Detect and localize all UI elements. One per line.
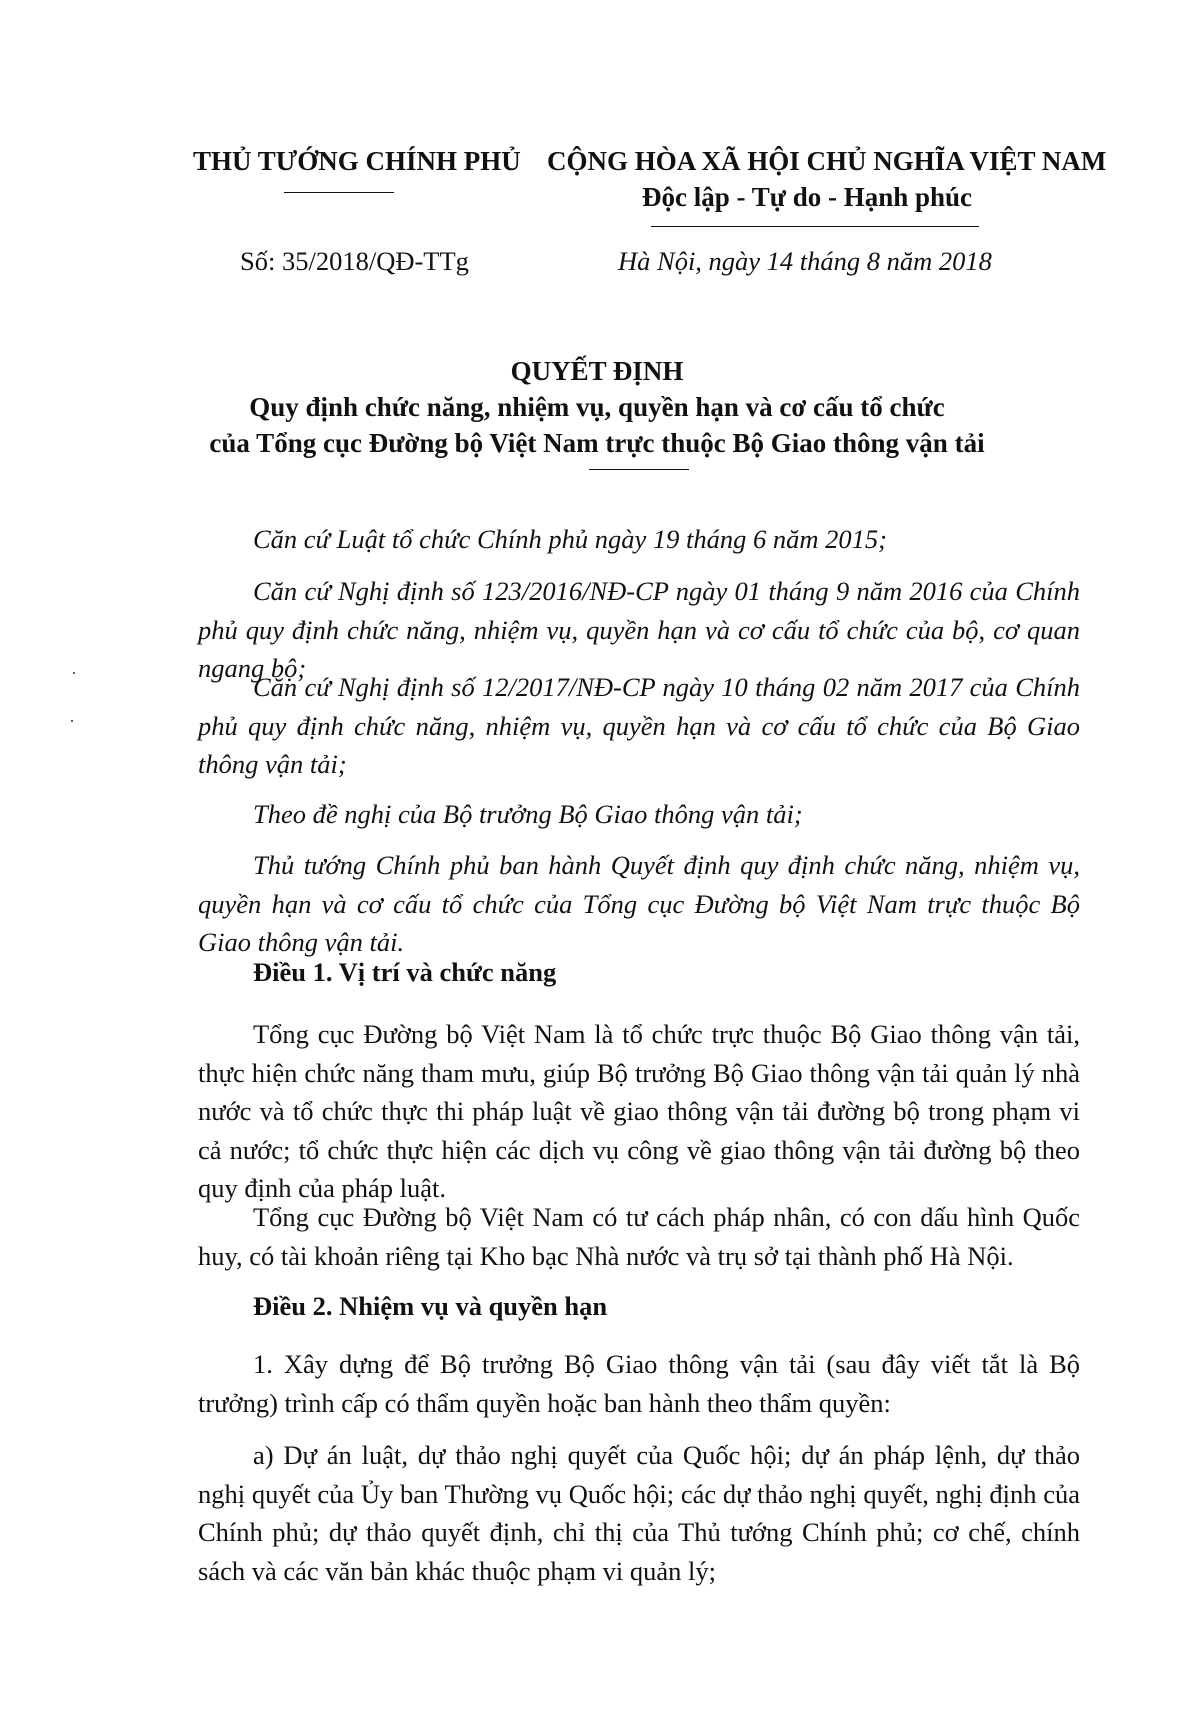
document-title-line-2: của Tổng cục Đường bộ Việt Nam trực thuộc Bộ Giao thông vận tải (209, 428, 985, 458)
article-2-heading: Điều 2. Nhiệm vụ và quyền hạn (253, 1291, 608, 1321)
preamble-line: Căn cứ Nghị định số 12/2017/NĐ-CP ngày 10 tháng 02 năm 2017 của Chính phủ quy định chức năng, nhiệm vụ, quyền hạn và cơ cấu tổ chức của Bộ Giao thông vận tải; (198, 672, 1080, 779)
scan-speck (71, 720, 73, 722)
document-title-line-1: Quy định chức năng, nhiệm vụ, quyền hạn và cơ cấu tổ chức (249, 392, 945, 422)
document-kind: QUYẾT ĐỊNH (510, 356, 684, 386)
preamble-line: Theo đề nghị của Bộ trưởng Bộ Giao thông vận tải; (253, 799, 803, 829)
article-1-paragraph: Tổng cục Đường bộ Việt Nam là tổ chức trực thuộc Bộ Giao thông vận tải, thực hiện chức năng tham mưu, giúp Bộ trưởng Bộ Giao thông vận tải quản lý nhà nước và tổ chức thực thi pháp luật về giao thông vận tải đường bộ trong phạm vi cả nước; tổ chức thực hiện các dịch vụ công về giao thông vận tải đường bộ theo quy định của pháp luật. (198, 1019, 1080, 1203)
article-2-paragraph: 1. Xây dựng để Bộ trưởng Bộ Giao thông vận tải (sau đây viết tắt là Bộ trưởng) trình cấp có thẩm quyền hoặc ban hành theo thẩm quyền: (198, 1349, 1080, 1418)
preamble-line: Căn cứ Nghị định số 123/2016/NĐ-CP ngày 01 tháng 9 năm 2016 của Chính phủ quy định chức năng, nhiệm vụ, quyền hạn và cơ cấu tổ chức của bộ, cơ quan ngang bộ; (198, 576, 1080, 683)
issuing-authority: THỦ TƯỚNG CHÍNH PHỦ (193, 146, 521, 176)
document-number: Số: 35/2018/QĐ-TTg (240, 246, 469, 276)
article-2-paragraph: a) Dự án luật, dự thảo nghị quyết của Quốc hội; dự án pháp lệnh, dự thảo nghị quyết của Ủy ban Thường vụ Quốc hội; các dự thảo nghị quyết, nghị định của Chính phủ; dự thảo quyết định, chỉ thị của Thủ tướng Chính phủ; cơ chế, chính sách và các văn bản khác thuộc phạm vi quản lý; (198, 1440, 1080, 1586)
preamble-line: Căn cứ Luật tổ chức Chính phủ ngày 19 tháng 6 năm 2015; (253, 524, 887, 554)
national-motto: Độc lập - Tự do - Hạnh phúc (642, 182, 973, 212)
place-and-date: Hà Nội, ngày 14 tháng 8 năm 2018 (618, 246, 992, 276)
national-title: CỘNG HÒA XÃ HỘI CHỦ NGHĨA VIỆT NAM (547, 146, 1107, 176)
title-underline (589, 469, 689, 470)
preamble-line: Thủ tướng Chính phủ ban hành Quyết định quy định chức năng, nhiệm vụ, quyền hạn và cơ cấu tổ chức của Tổng cục Đường bộ Việt Nam trực thuộc Bộ Giao thông vận tải. (198, 850, 1080, 957)
authority-underline (284, 192, 394, 193)
scan-speck (73, 672, 75, 674)
article-1-paragraph: Tổng cục Đường bộ Việt Nam có tư cách pháp nhân, có con dấu hình Quốc huy, có tài khoản riêng tại Kho bạc Nhà nước và trụ sở tại thành phố Hà Nội. (198, 1202, 1080, 1271)
article-1-heading: Điều 1. Vị trí và chức năng (253, 957, 557, 987)
motto-underline (651, 226, 979, 227)
